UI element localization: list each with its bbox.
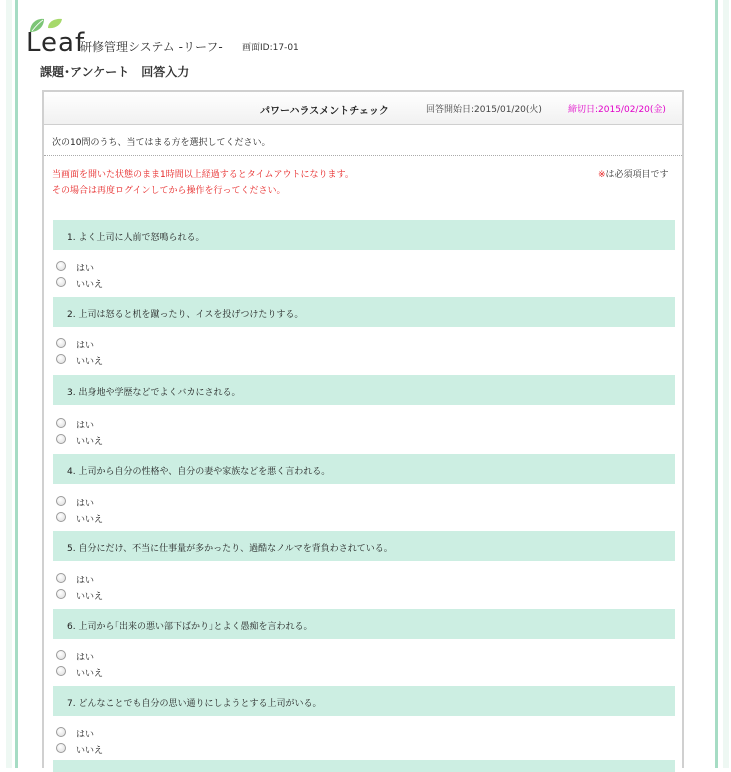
left-frame-rail	[0, 0, 18, 768]
option-label: はい	[76, 499, 95, 509]
dotted-divider	[44, 155, 682, 156]
system-title: 研修管理システム -リーフ-	[80, 40, 223, 54]
survey-header	[44, 92, 682, 125]
option-label: はい	[76, 421, 95, 431]
radio-button[interactable]	[56, 261, 66, 271]
option-label: いいえ	[76, 669, 104, 679]
answer-start-date: 回答開始日:2015/01/20(火)	[426, 105, 542, 115]
app-header	[26, 18, 666, 58]
option-label: はい	[76, 730, 95, 740]
option-label: はい	[76, 576, 95, 586]
option-label: はい	[76, 653, 95, 663]
radio-button[interactable]	[56, 666, 66, 676]
radio-button[interactable]	[56, 434, 66, 444]
required-mark: ※	[598, 170, 606, 180]
radio-button[interactable]	[56, 727, 66, 737]
question-row-partial	[53, 760, 675, 772]
radio-button[interactable]	[56, 512, 66, 522]
radio-button[interactable]	[56, 496, 66, 506]
screen-id: 画面ID:17-01	[242, 43, 299, 53]
radio-button[interactable]	[56, 573, 66, 583]
question-text: 6. 上司から｢出来の悪い部下ばかり｣とよく愚痴を言われる。	[67, 622, 313, 632]
required-text: は必須項目です	[605, 170, 669, 180]
survey-title: パワーハラスメントチェック	[260, 106, 389, 117]
right-frame-rail	[715, 0, 731, 768]
option-label: はい	[76, 264, 95, 274]
question-text: 1. よく上司に人前で怒鳴られる。	[67, 233, 205, 243]
question-text: 2. 上司は怒ると机を蹴ったり、イスを投げつけたりする。	[67, 310, 304, 320]
timeout-warning-line2: その場合は再度ログインしてから操作を行ってください。	[52, 186, 286, 196]
radio-button[interactable]	[56, 650, 66, 660]
option-label: はい	[76, 341, 95, 351]
question-row	[53, 220, 675, 250]
option-label: いいえ	[76, 357, 104, 367]
radio-button[interactable]	[56, 354, 66, 364]
option-label: いいえ	[76, 746, 104, 756]
radio-button[interactable]	[56, 338, 66, 348]
radio-button[interactable]	[56, 743, 66, 753]
question-row	[53, 297, 675, 327]
option-label: いいえ	[76, 592, 104, 602]
question-row	[53, 454, 675, 484]
option-label: いいえ	[76, 515, 104, 525]
survey-panel	[42, 90, 684, 768]
option-label: いいえ	[76, 280, 104, 290]
radio-button[interactable]	[56, 418, 66, 428]
option-label: いいえ	[76, 437, 104, 447]
question-text: 4. 上司から自分の性格や、自分の妻や家族などを悪く言われる。	[67, 467, 331, 477]
timeout-warning-line1: 当画面を開いた状態のまま1時間以上経過するとタイムアウトになります。	[52, 170, 354, 180]
required-note	[598, 167, 669, 180]
question-row	[53, 609, 675, 639]
radio-button[interactable]	[56, 277, 66, 287]
question-row	[53, 531, 675, 561]
question-text: 3. 出身地や学歴などでよくバカにされる。	[67, 388, 241, 398]
page-title: 課題･アンケート 回答入力	[40, 65, 190, 79]
question-row	[53, 686, 675, 716]
instruction-text: 次の10問のうち、当てはまる方を選択してください。	[52, 138, 271, 148]
radio-button[interactable]	[56, 589, 66, 599]
question-text: 5. 自分にだけ、不当に仕事量が多かったり、過酷なノルマを背負わされている。	[67, 544, 393, 554]
leaf-logo	[26, 18, 86, 58]
logo-text: Leaf	[26, 28, 86, 58]
deadline-date: 締切日:2015/02/20(金)	[568, 105, 666, 115]
question-row	[53, 375, 675, 405]
question-text: 7. どんなことでも自分の思い通りにしようとする上司がいる。	[67, 699, 322, 709]
